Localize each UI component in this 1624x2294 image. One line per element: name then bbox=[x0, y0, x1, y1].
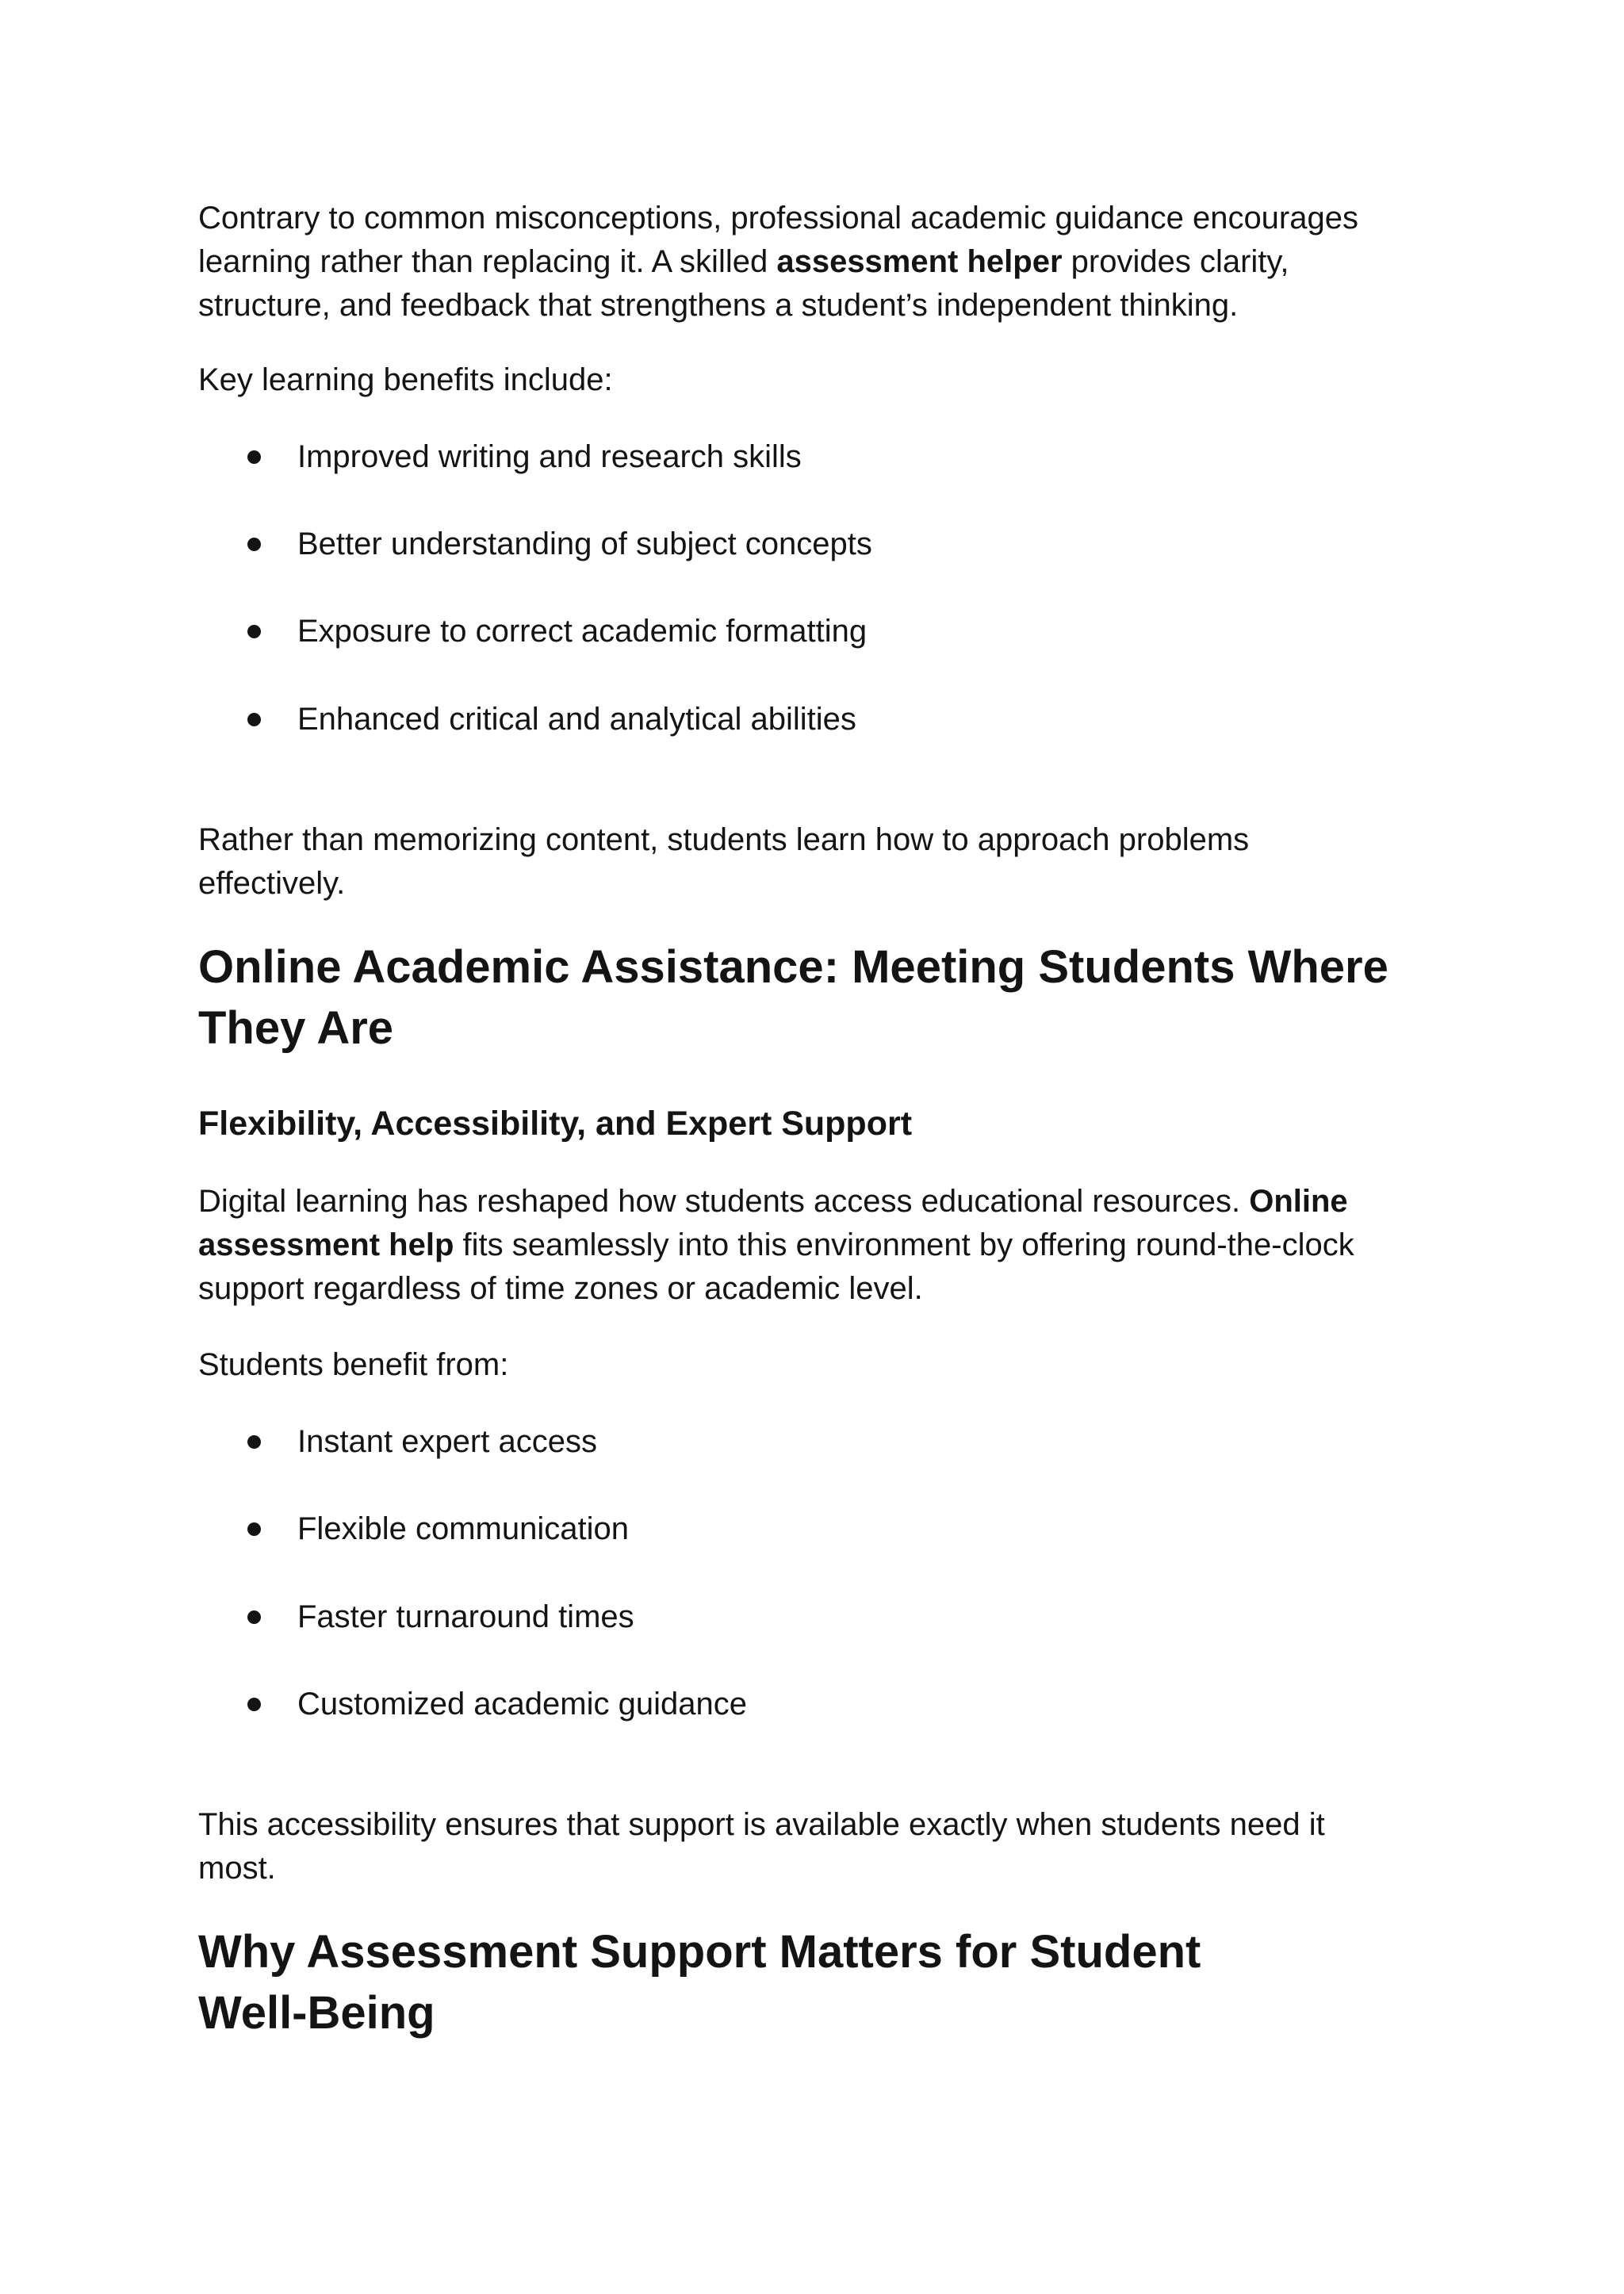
benefits-closing bbox=[198, 818, 1435, 906]
online-text: Digital learning has reshaped how students access educational resources. bbox=[198, 1184, 1250, 1219]
online-paragraph bbox=[198, 1180, 1435, 1311]
heading-line-2: They Are bbox=[198, 1002, 394, 1054]
list-item-text: Customized academic guidance bbox=[297, 1687, 747, 1721]
online-line-2 bbox=[198, 1224, 1435, 1267]
list-item-text: Enhanced critical and analytical abilities bbox=[297, 702, 856, 737]
heading-line-1: Online Academic Assistance: Meeting Students Where bbox=[198, 941, 1388, 993]
benefits-lead: Key learning benefits include: bbox=[198, 362, 613, 397]
intro-text: learning rather than replacing it. A skilled bbox=[198, 244, 777, 279]
closing-line-1: This accessibility ensures that support is available exactly when students need it bbox=[198, 1807, 1325, 1842]
intro-line-2 bbox=[198, 240, 1435, 284]
bullet-icon bbox=[247, 713, 261, 726]
list-item-text: Instant expert access bbox=[297, 1424, 597, 1459]
bullet-icon bbox=[247, 1522, 261, 1536]
intro-text: provides clarity, bbox=[1062, 244, 1289, 279]
bullet-icon bbox=[247, 1435, 261, 1449]
bullet-icon bbox=[247, 625, 261, 638]
assessment-help-keyword: assessment help bbox=[198, 1227, 454, 1262]
heading-online-assistance bbox=[198, 936, 1467, 1059]
list-item-text: Flexible communication bbox=[297, 1511, 629, 1546]
intro-paragraph bbox=[198, 197, 1435, 327]
online-line-1 bbox=[198, 1180, 1435, 1224]
list-item-text: Improved writing and research skills bbox=[297, 439, 802, 474]
list-item-text: Better understanding of subject concepts bbox=[297, 527, 872, 561]
heading-line-2: Well-Being bbox=[198, 1987, 435, 2039]
intro-line-1: Contrary to common misconceptions, professional academic guidance encourages bbox=[198, 201, 1358, 236]
list-item-text: Exposure to correct academic formatting bbox=[297, 614, 868, 649]
online-keyword: Online bbox=[1249, 1184, 1348, 1219]
closing-line-2: most. bbox=[198, 1851, 276, 1886]
online-line-3: support regardless of time zones or academic level. bbox=[198, 1271, 923, 1306]
subheading-flexibility: Flexibility, Accessibility, and Expert Support bbox=[198, 1105, 913, 1143]
heading-well-being bbox=[198, 1921, 1467, 2043]
closing-line-1: Rather than memorizing content, students learn how to approach problems bbox=[198, 822, 1250, 857]
bullet-icon bbox=[247, 1610, 261, 1624]
intro-line-3: structure, and feedback that strengthens a student’s independent thinking. bbox=[198, 288, 1239, 323]
closing-line-2: effectively. bbox=[198, 866, 346, 901]
bullet-icon bbox=[247, 1698, 261, 1711]
heading-line-1: Why Assessment Support Matters for Student bbox=[198, 1926, 1201, 1978]
online-closing bbox=[198, 1803, 1435, 1890]
online-text: fits seamlessly into this environment by offering round-the-clock bbox=[454, 1227, 1354, 1262]
assessment-helper-keyword: assessment helper bbox=[776, 244, 1063, 279]
bullet-icon bbox=[247, 450, 261, 464]
list-item-text: Faster turnaround times bbox=[297, 1599, 634, 1634]
students-lead: Students benefit from: bbox=[198, 1347, 509, 1382]
bullet-icon bbox=[247, 538, 261, 551]
